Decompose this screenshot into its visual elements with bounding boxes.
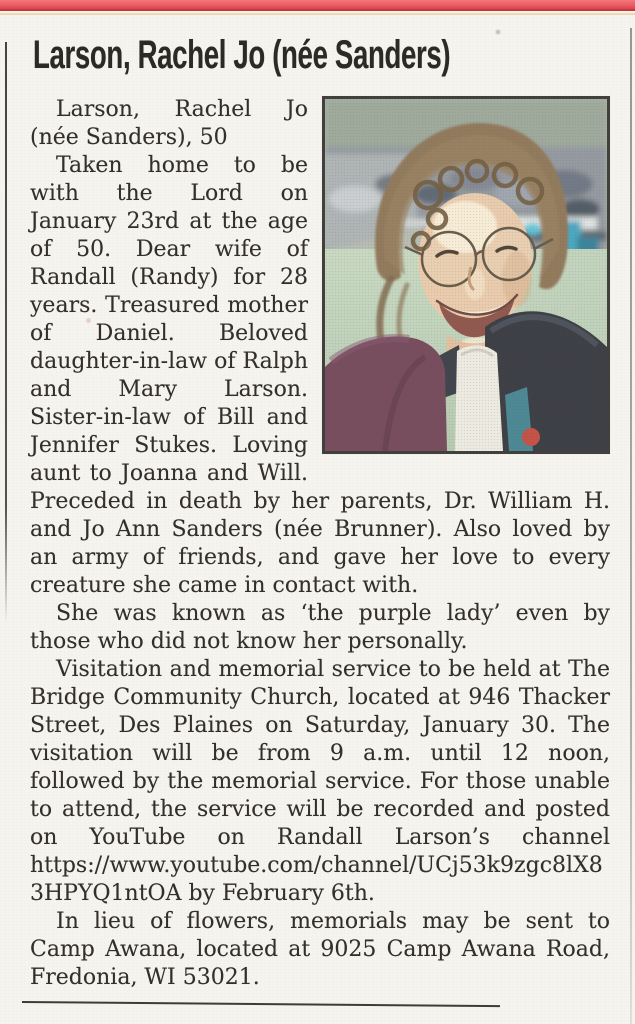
scan-speck xyxy=(494,29,502,35)
obituary-paragraph: She was known as ‘the purple lady’ even by those who did not know her personally. xyxy=(30,601,610,654)
obituary-paragraph: Larson, Rachel Jo (née Sanders), 50 xyxy=(30,97,308,150)
scan-wash-overlay xyxy=(325,99,607,451)
obituary-body xyxy=(30,96,610,992)
masthead-red-bar xyxy=(0,0,635,11)
obituary-paragraph: In lieu of flowers, memorials may be sent to Camp Awana, located at 9025 Camp Awana Road, Fredonia, WI 53021. xyxy=(30,909,610,990)
column-rule-right xyxy=(630,28,632,1024)
column-rule-left xyxy=(5,42,7,624)
obituary-paragraph: Taken home to be with the Lord on January 23rd at the age of 50. Dear wife of Randall (Randy) for 28 years. Treasured mother of Daniel. Beloved daughter-in-law of Ralph and Mary Larson. Sister-in-law of Bill and Jennifer Stukes. Loving aunt to Joanna and Will. Preceded in death by her parents, Dr. William H. and Jo Ann Sanders (née Brunner). Also loved by an army of friends, and gave her love to every creature she came in contact with. xyxy=(30,153,610,598)
end-of-notice-rule xyxy=(22,1001,500,1007)
portrait-illustration xyxy=(325,99,607,451)
obituary-headline: Larson, Rachel Jo (née Sanders) xyxy=(33,33,451,77)
masthead-gold-line xyxy=(0,13,635,15)
portrait-photo xyxy=(322,96,610,454)
obituary-paragraph: Visitation and memorial service to be held at The Bridge Community Church, located at 946 Thacker Street, Des Plaines on Saturday, January 30. The visitation will be from 9 a.m. until 12 noon, followed by the memorial service. For those unable to attend, the service will be recorded and posted on YouTube on Randall Larson’s channel https://www.youtube.com/channel/UCj53k9zgc8lX83HPYQ1ntOA by February 6th. xyxy=(30,657,610,906)
